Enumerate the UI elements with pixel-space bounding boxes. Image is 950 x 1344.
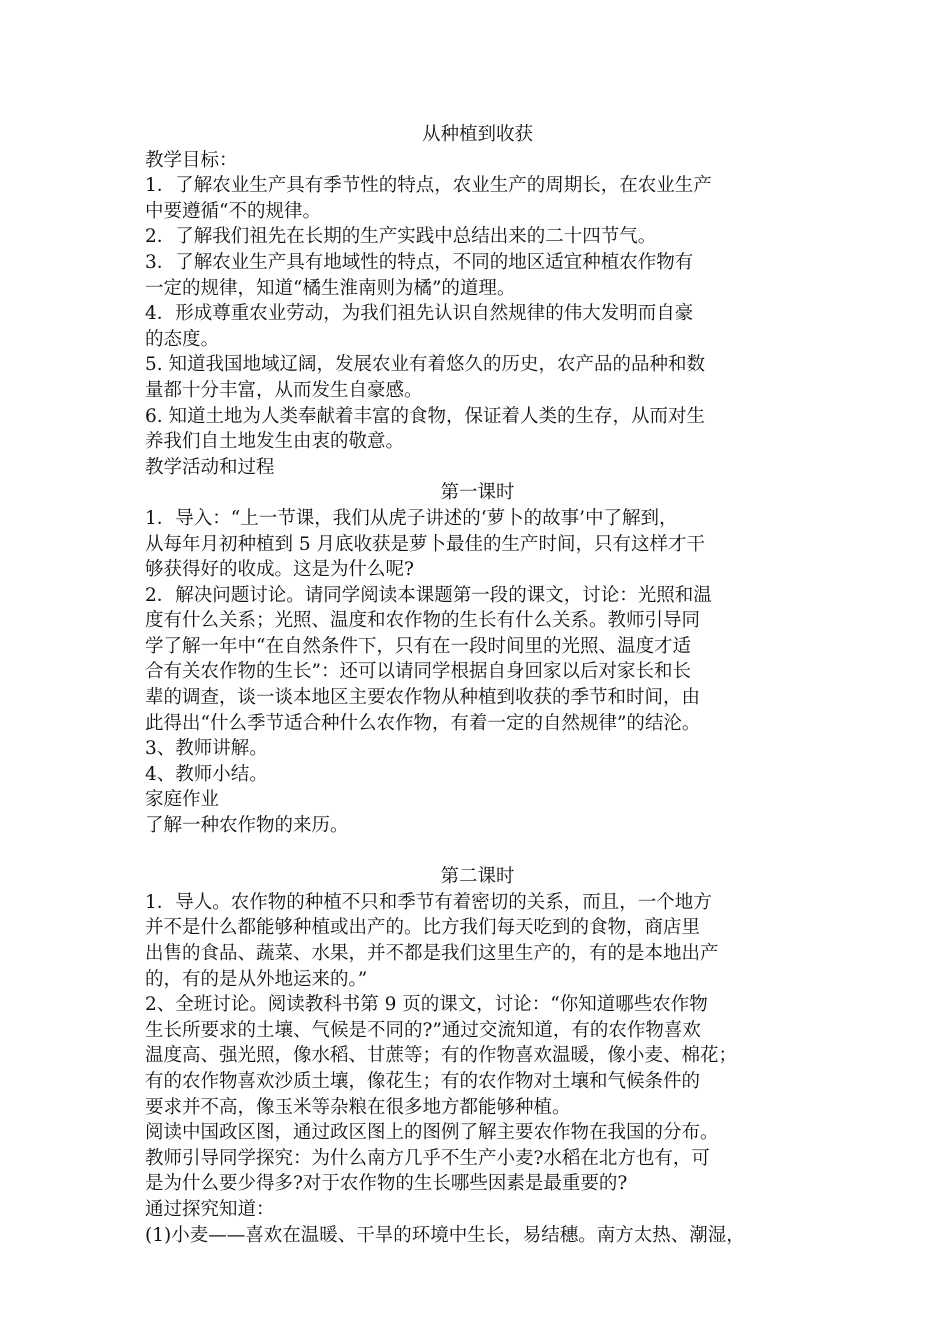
text-line: 1．导入：“上一节课，我们从虎子讲述的‘萝卜的故事’中了解到，: [145, 507, 678, 529]
text-line: 2、全班讨论。阅读教科书第 9 页的课文，讨论：“你知道哪些农作物: [145, 994, 708, 1016]
text-line: 出售的食品、蔬菜、水果，并不都是我们这里生产的，有的是本地出产: [145, 943, 719, 964]
text-line: 是为什么要少得多?对于农作物的生长哪些因素是最重要的?: [145, 1173, 628, 1195]
text-line: 的，有的是从外地运来的。”: [145, 968, 368, 990]
text-line: 够获得好的收成。这是为什么呢?: [145, 559, 414, 581]
text-line: 生长所要求的土壤、气候是不同的?”通过交流知道，有的农作物喜欢: [145, 1019, 701, 1041]
text-line: (1)小麦——喜欢在温暖、干旱的环境中生长，易结穗。南方太热、潮湿，: [145, 1224, 745, 1246]
lesson-one-heading: 第一课时: [440, 482, 515, 504]
spacer: [145, 839, 825, 865]
lesson-two-heading: 第二课时: [440, 866, 515, 888]
text-line: 家庭作业: [145, 789, 220, 811]
text-line: 有的农作物喜欢沙质土壤，像花生；有的农作物对土壤和气候条件的: [145, 1070, 701, 1092]
text-line: 的态度。: [145, 328, 220, 350]
text-line: 3、教师讲解。: [145, 738, 268, 760]
text-line: 5. 知道我国地域辽阔，发展农业有着悠久的历史，农产品的品种和数: [145, 354, 706, 376]
text-line: 了解一种农作物的来历。: [145, 815, 349, 837]
text-line: 量都十分丰富，从而发生自豪感。: [145, 379, 423, 401]
text-line: 学了解一年中“在自然条件下，只有在一段时间里的光照、温度才适: [145, 635, 691, 657]
text-line: 一定的规律，知道“橘生淮南则为橘”的道理。: [145, 277, 516, 299]
text-line: 教师引导同学探究：为什么南方几乎不生产小麦?水稻在北方也有，可: [145, 1147, 710, 1169]
text-line: 通过探究知道：: [145, 1198, 275, 1220]
text-line: 此得出“什么季节适合种什么农作物，有着一定的自然规律”的结沦。: [145, 712, 701, 734]
text-line: 教学目标：: [145, 149, 238, 171]
text-line: 温度高、强光照，像水稻、甘蔗等；有的作物喜欢温暖，像小麦、棉花；: [145, 1045, 738, 1067]
text-line: 1．了解农业生产具有季节性的特点，农业生产的周期长，在农业生产: [145, 175, 712, 197]
text-line: 阅读中国政区图，通过政区图上的图例了解主要农作物在我国的分布。: [145, 1122, 719, 1144]
lesson-one-section: [145, 506, 825, 839]
text-line: 1．导人。农作物的种植不只和季节有着密切的关系，而且，一个地方: [145, 891, 712, 913]
document-title: 从种植到收获: [421, 124, 533, 145]
text-line: 2．了解我们祖先在长期的生产实践中总结出来的二十四节气。: [145, 226, 657, 248]
text-line: 教学活动和过程: [145, 456, 275, 478]
text-line: 度有什么关系；光照、温度和农作物的生长有什么关系。教师引导同: [145, 610, 701, 632]
text-line: 2．解决问题讨论。请同学阅读本课题第一段的课文，讨论：光照和温: [145, 584, 712, 606]
document-page: [145, 122, 825, 1248]
text-line: 4、教师小结。: [145, 763, 268, 785]
text-line: 中要遵循“不的规律。: [145, 200, 321, 222]
text-line: 3．了解农业生产具有地域性的特点，不同的地区适宜种植农作物有: [145, 251, 694, 273]
text-line: 4．形成尊重农业劳动，为我们祖先认识自然规律的伟大发明而自豪: [145, 303, 694, 325]
lesson-two-section: [145, 890, 825, 1248]
text-line: 6. 知道土地为人类奉献着丰富的食物，保证着人类的生存，从而对生: [145, 405, 706, 427]
text-line: 合有关农作物的生长”：还可以请同学根据自身回家以后对家长和长: [145, 661, 691, 683]
text-line: 养我们自土地发生由衷的敬意。: [145, 431, 405, 453]
text-line: 要求并不高，像玉米等杂粮在很多地方都能够种植。: [145, 1096, 571, 1118]
text-line: 从每年月初种植到 5 月底收获是萝卜最佳的生产时间，只有这样才干: [145, 533, 706, 555]
text-line: 辈的调查，谈一谈本地区主要农作物从种植到收获的季节和时间，由: [145, 687, 701, 709]
text-line: 并不是什么都能够种植或出产的。比方我们每天吃到的食物，商店里: [145, 917, 701, 939]
objectives-section: [145, 148, 825, 481]
